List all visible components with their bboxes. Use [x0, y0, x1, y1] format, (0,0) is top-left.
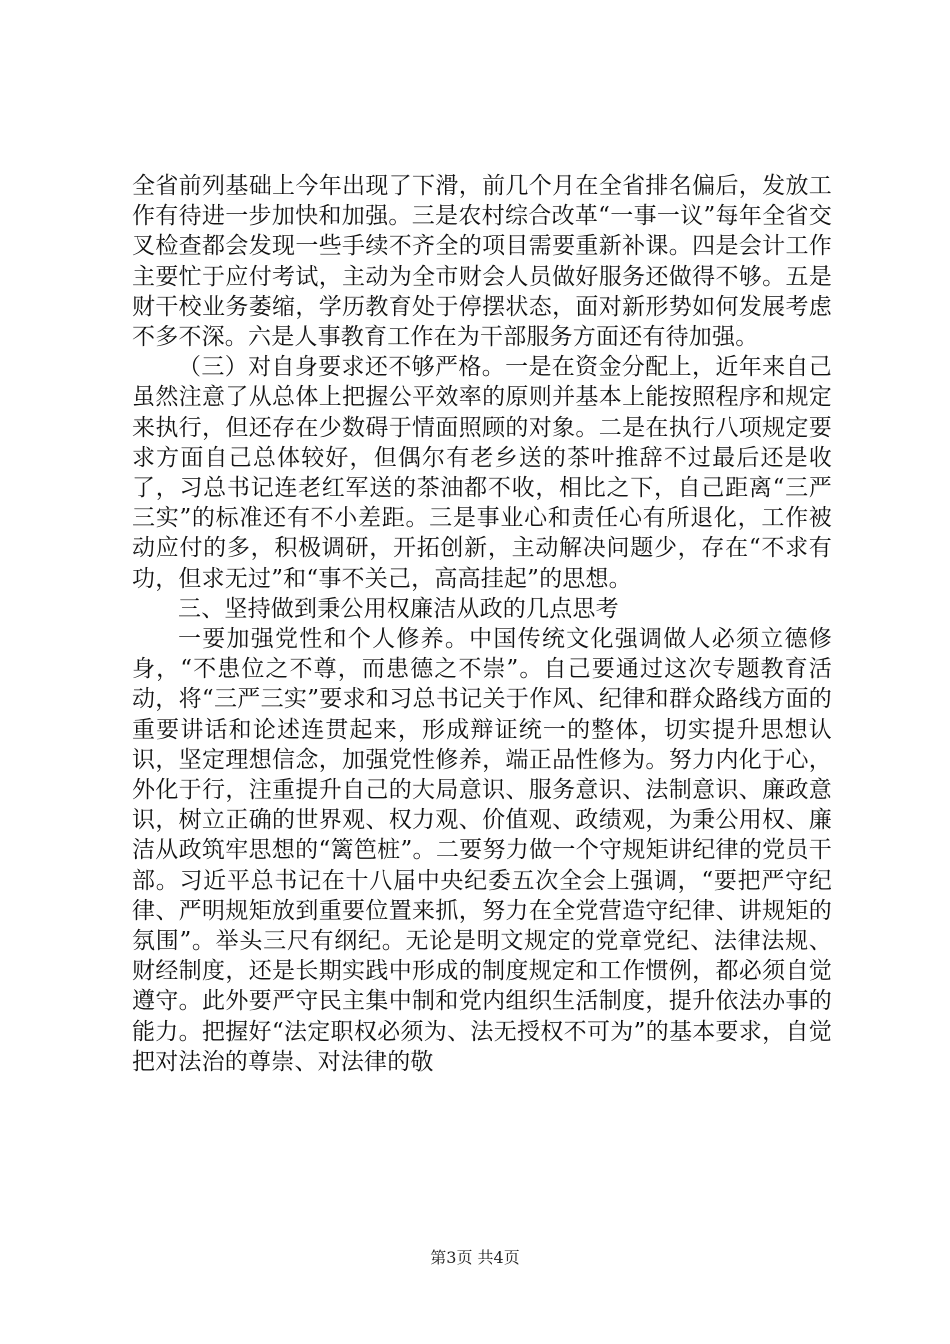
- page-footer: 第3页 共4页: [430, 1248, 520, 1267]
- paragraph-reflections: 一要加强党性和个人修养。中国传统文化强调做人必须立德修身，“不患位之不尊，而患德之不崇”。自己要通过这次专题教育活动，将“三严三实”要求和习总书记关于作风、纪律和群众路线方面的重要讲话和论述连贯起来，形成辩证统一的整体，切实提升思想认识，坚定理想信念，加强党性修养，端正品性修为。努力内化于心，外化于行，注重提升自己的大局意识、服务意识、法制意识、廉政意识，树立正确的世界观、权力观、价值观、政绩观，为秉公用权、廉洁从政筑牢思想的“篱笆桩”。二要努力做一个守规矩讲纪律的党员干部。习近平总书记在十八届中央纪委五次全会上强调，“要把严守纪律、严明规矩放到重要位置来抓，努力在全党营造守纪律、讲规矩的氛围”。举头三尺有纲纪。无论是明文规定的党章党纪、法律法规、财经制度，还是长期实践中形成的制度规定和工作惯例，都必须自觉遵守。此外要严守民主集中制和党内组织生活制度，提升依法办事的能力。把握好“法定职权必须为、法无授权不可为”的基本要求，自觉把对法治的尊崇、对法律的敬: [132, 626, 832, 1075]
- section-heading: 三、坚持做到秉公用权廉洁从政的几点思考: [178, 595, 619, 622]
- paragraph-section-three-sub: （三）对自身要求还不够严格。一是在资金分配上，近年来自己虽然注意了从总体上把握公平效率的原则并基本上能按照程序和规定来执行，但还存在少数碍于情面照顾的对象。二是在执行八项规定要求方面自己总体较好，但偶尔有老乡送的茶叶推辞不过最后还是收了，习总书记连老红军送的茶油都不收，相比之下，自己距离“三严三实”的标准还有不小差距。三是事业心和责任心有所退化，工作被动应付的多，积极调研，开拓创新，主动解决问题少，存在“不求有功，但求无过”和“事不关己，高高挂起”的思想。: [132, 354, 832, 592]
- paragraph-continuation: 全省前列基础上今年出现了下滑，前几个月在全省排名偏后，发放工作有待进一步加快和加强。三是农村综合改革“一事一议”每年全省交叉检查都会发现一些手续不齐全的项目需要重新补课。四是会计工作主要忙于应付考试，主动为全市财会人员做好服务还做得不够。五是财干校业务萎缩，学历教育处于停摆状态，面对新形势如何发展考虑不多不深。六是人事教育工作在为干部服务方面还有待加强。: [132, 173, 832, 351]
- document-body: [132, 171, 832, 1077]
